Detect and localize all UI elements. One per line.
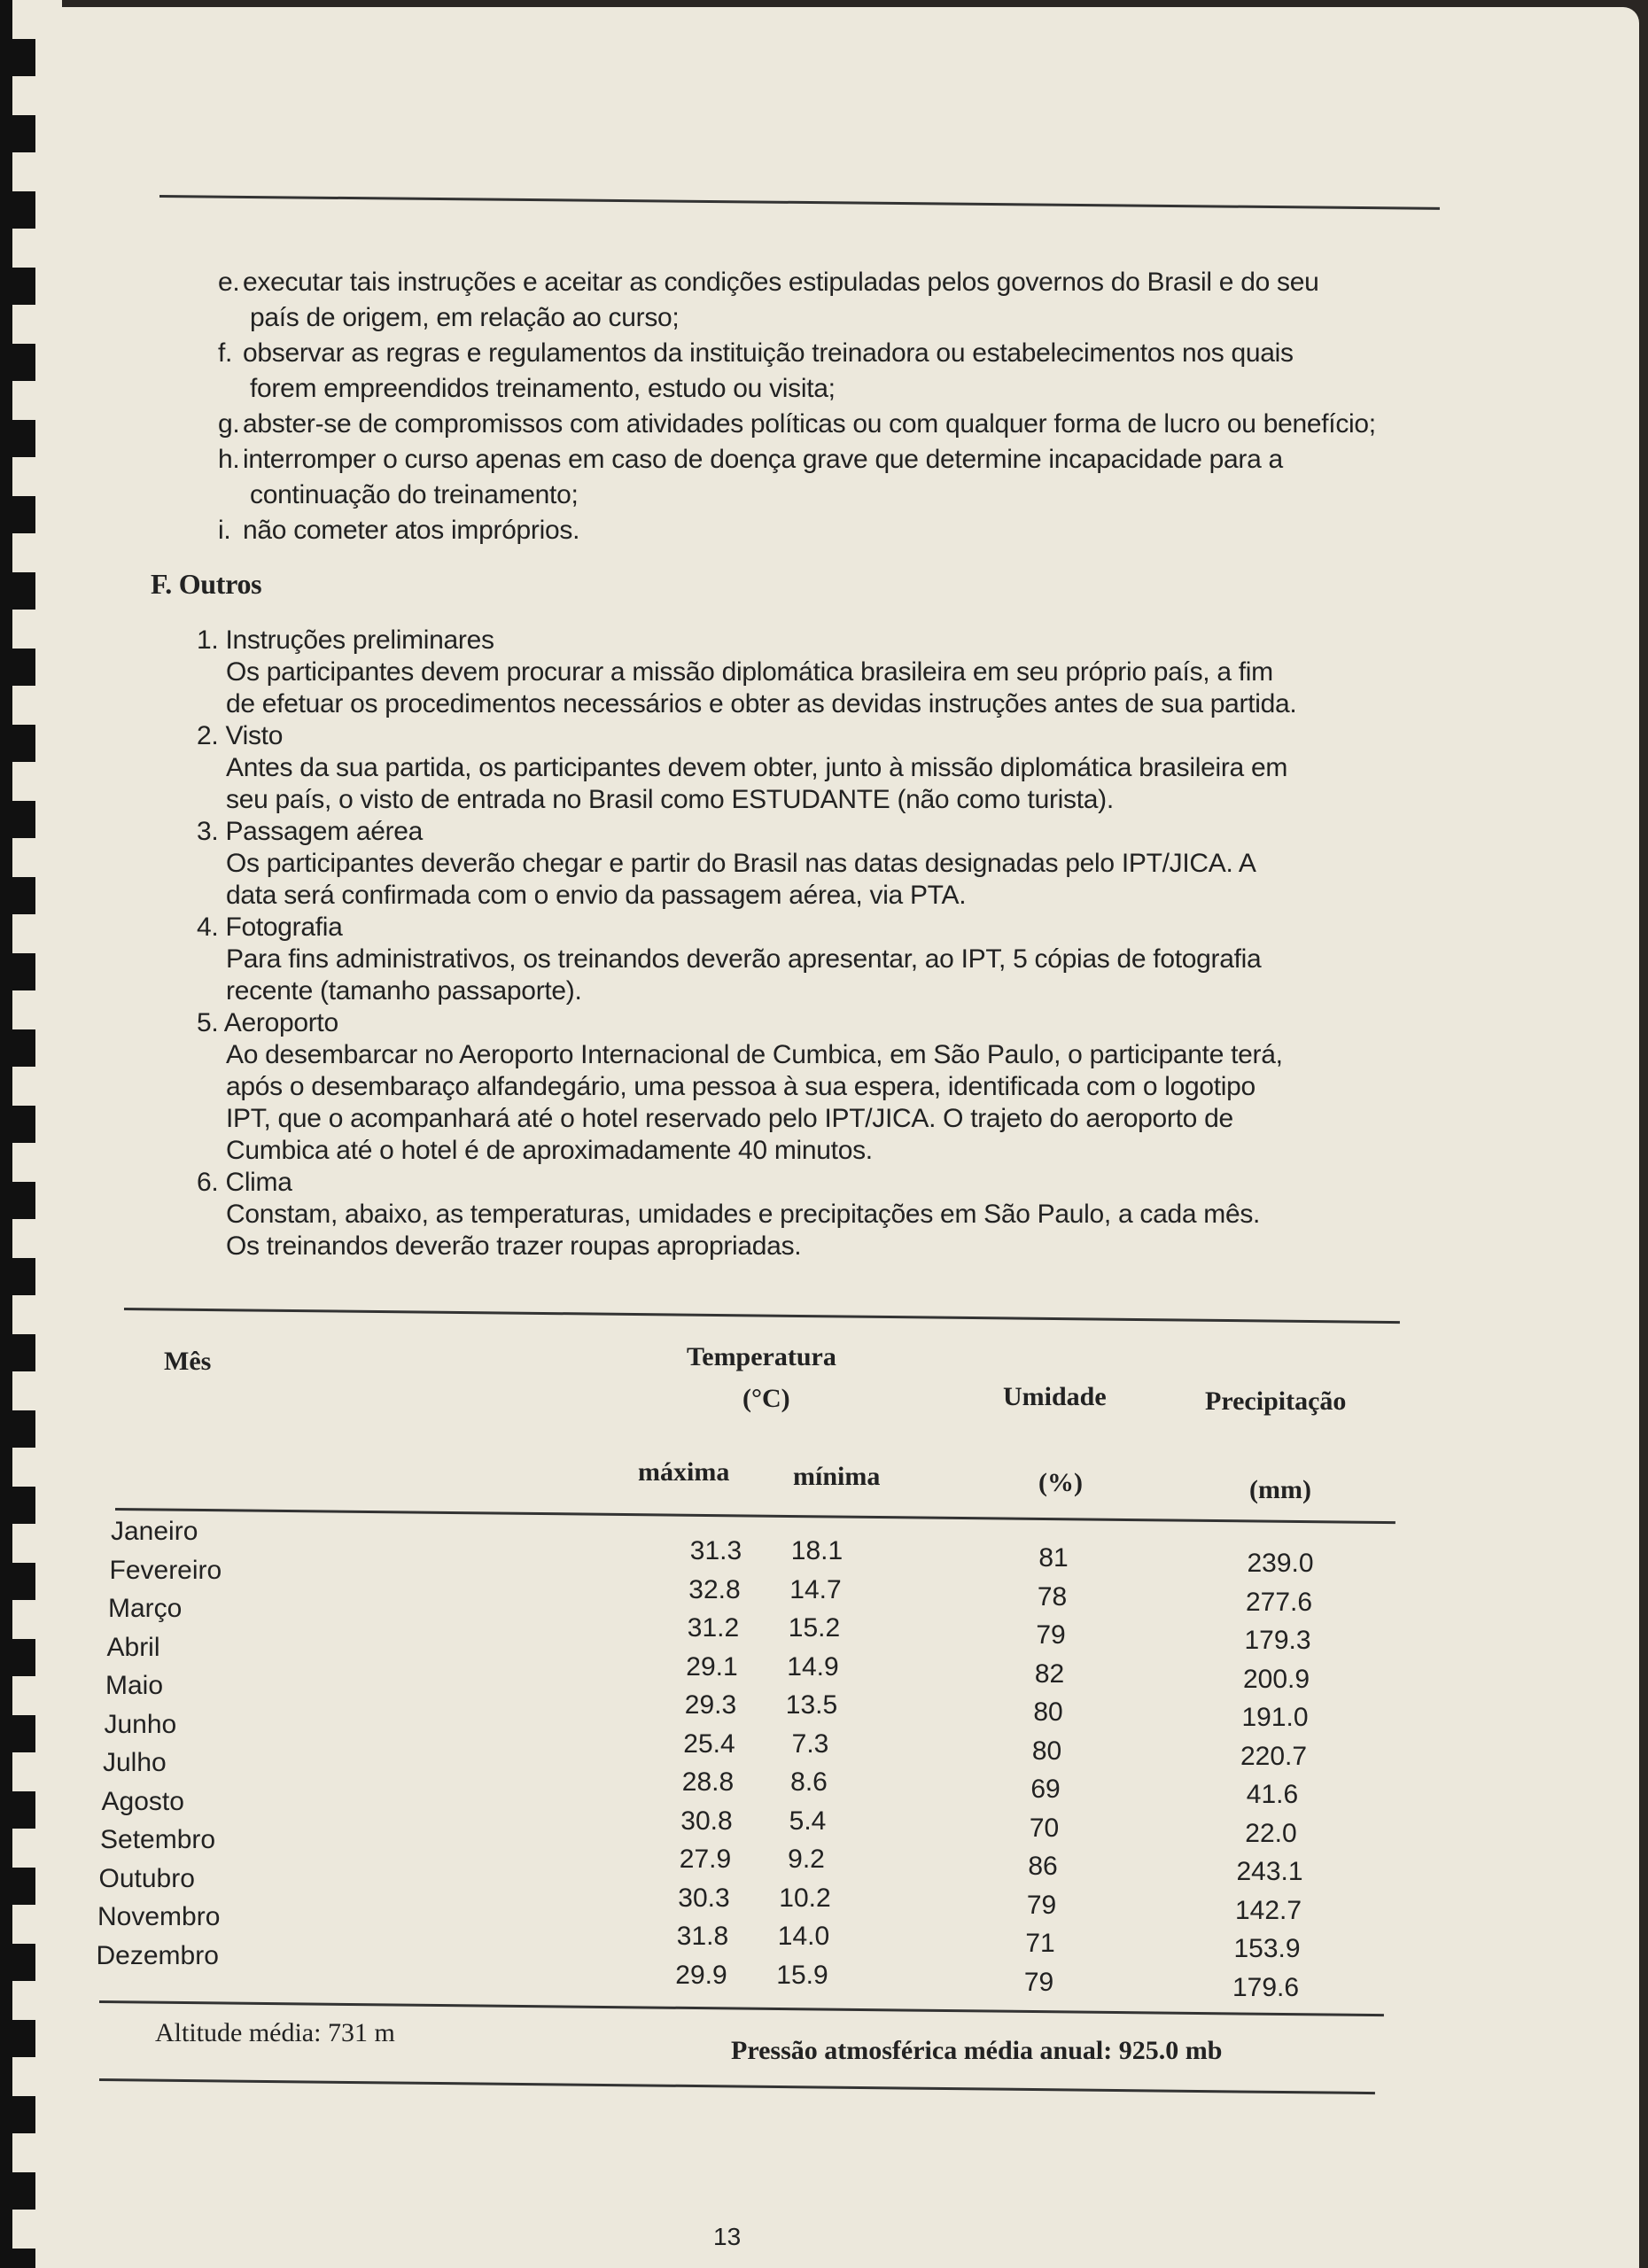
cell-prec: 191.0 xyxy=(1241,1703,1309,1732)
header-humidity-unit: (%) xyxy=(1038,1468,1083,1497)
cell-month: Novembro xyxy=(97,1902,221,1931)
cell-min: 18.1 xyxy=(790,1536,843,1565)
cell-max: 29.1 xyxy=(686,1651,738,1682)
cell-max: 29.9 xyxy=(675,1960,727,1990)
cell-hum: 86 xyxy=(1028,1852,1058,1881)
list-item-text: forem empreendidos treinamento, estudo ou visita; xyxy=(250,374,836,403)
subsection-title: 5. Aeroporto xyxy=(197,1008,338,1037)
list-marker: f. xyxy=(218,338,233,368)
pressure-note: Pressão atmosférica média anual: 925.0 mb xyxy=(731,2036,1223,2065)
cell-month: Junho xyxy=(104,1709,177,1739)
list-item-text: país de origem, em relação ao curso; xyxy=(250,303,680,332)
cell-month: Julho xyxy=(103,1748,167,1777)
subsection-title: 6. Clima xyxy=(197,1168,292,1197)
cell-prec: 200.9 xyxy=(1242,1664,1310,1694)
cell-max: 31.3 xyxy=(689,1536,742,1565)
cell-hum: 82 xyxy=(1034,1658,1065,1689)
cell-min: 15.2 xyxy=(788,1613,841,1643)
cell-prec: 142.7 xyxy=(1234,1895,1302,1925)
cell-prec: 41.6 xyxy=(1246,1780,1299,1809)
altitude-note: Altitude média: 731 m xyxy=(155,2018,395,2047)
paragraph-line: Cumbica até o hotel é de aproximadamente 40 minutos. xyxy=(226,1136,873,1165)
cell-prec: 153.9 xyxy=(1233,1934,1301,1963)
paragraph-line: IPT, que o acompanhará até o hotel reservado pelo IPT/JICA. O trajeto do aeroporto de xyxy=(226,1104,1233,1133)
cell-max: 25.4 xyxy=(683,1728,735,1759)
subsection-title: 3. Passagem aérea xyxy=(197,817,424,846)
paragraph-line: Os treinandos deverão trazer roupas apropriadas. xyxy=(226,1231,802,1261)
paragraph-line: Para fins administrativos, os treinandos deverão apresentar, ao IPT, 5 cópias de fotografia xyxy=(226,944,1262,974)
cell-min: 8.6 xyxy=(790,1767,828,1797)
cell-min: 10.2 xyxy=(779,1883,831,1913)
cell-hum: 80 xyxy=(1033,1697,1063,1727)
cell-min: 13.5 xyxy=(785,1690,838,1720)
cell-month: Setembro xyxy=(100,1825,216,1854)
cell-hum: 80 xyxy=(1031,1736,1062,1766)
cell-max: 28.8 xyxy=(681,1767,735,1797)
cell-max: 31.8 xyxy=(676,1922,729,1951)
subsection-title: 4. Fotografia xyxy=(197,913,343,942)
header-min: mínima xyxy=(793,1462,881,1491)
cell-hum: 78 xyxy=(1037,1581,1068,1612)
header-humidity: Umidade xyxy=(1003,1382,1107,1411)
list-marker: e. xyxy=(218,268,240,297)
page-number: 13 xyxy=(713,2223,742,2250)
cell-min: 15.9 xyxy=(776,1960,828,1990)
cell-prec: 277.6 xyxy=(1245,1587,1313,1617)
cell-max: 30.8 xyxy=(680,1806,733,1836)
header-temperature: Temperatura xyxy=(687,1342,836,1371)
list-item-text: executar tais instruções e aceitar as condições estipuladas pelos governos do Brasil e do seu xyxy=(243,268,1319,297)
list-item-text: não cometer atos impróprios. xyxy=(243,516,580,545)
list-marker: h. xyxy=(218,445,240,474)
cell-month: Janeiro xyxy=(111,1517,198,1546)
header-month: Mês xyxy=(164,1347,212,1376)
cell-month: Dezembro xyxy=(96,1940,219,1970)
cell-min: 9.2 xyxy=(788,1845,825,1874)
cell-hum: 69 xyxy=(1030,1775,1061,1804)
cell-month: Maio xyxy=(105,1671,164,1700)
cell-prec: 22.0 xyxy=(1245,1818,1297,1848)
cell-month: Fevereiro xyxy=(109,1555,222,1585)
cell-hum: 79 xyxy=(1036,1620,1066,1650)
cell-max: 29.3 xyxy=(684,1690,737,1720)
cell-min: 7.3 xyxy=(791,1728,829,1759)
list-marker: i. xyxy=(218,516,231,545)
cell-month: Agosto xyxy=(101,1786,184,1816)
header-precip-unit: (mm) xyxy=(1249,1475,1311,1504)
header-temperature-unit: (°C) xyxy=(742,1384,790,1413)
cell-month: Abril xyxy=(106,1632,160,1662)
cell-hum: 70 xyxy=(1029,1813,1060,1843)
cell-prec: 239.0 xyxy=(1247,1549,1314,1578)
cell-hum: 79 xyxy=(1026,1890,1057,1920)
list-item-text: observar as regras e regulamentos da instituição treinadora ou estabelecimentos nos quais xyxy=(243,338,1294,368)
paragraph-line: Os participantes deverão chegar e partir do Brasil nas datas designadas pelo IPT/JICA. A xyxy=(226,849,1256,878)
cell-month: Outubro xyxy=(98,1863,195,1893)
cell-max: 30.3 xyxy=(678,1883,730,1913)
cell-hum: 81 xyxy=(1038,1543,1069,1573)
cell-max: 32.8 xyxy=(688,1574,741,1604)
cell-min: 14.9 xyxy=(787,1651,839,1682)
cell-prec: 179.3 xyxy=(1244,1626,1311,1655)
subsection-title: 1. Instruções preliminares xyxy=(197,625,494,655)
paragraph-line: Os participantes devem procurar a missão diplomática brasileira em seu próprio país, a fim xyxy=(226,657,1273,687)
section-heading: F. Outros xyxy=(151,568,262,600)
paragraph-line: Antes da sua partida, os participantes devem obter, junto à missão diplomática brasileira em xyxy=(226,753,1288,782)
subsection-title: 2. Visto xyxy=(197,721,284,750)
cell-prec: 179.6 xyxy=(1232,1972,1300,2002)
list-item-text: continuação do treinamento; xyxy=(250,480,579,509)
paragraph-line: após o desembaraço alfandegário, uma pessoa à sua espera, identificada com o logotipo xyxy=(226,1072,1255,1101)
list-item-text: abster-se de compromissos com atividades políticas ou com qualquer forma de lucro ou benefício; xyxy=(243,409,1376,439)
cell-prec: 243.1 xyxy=(1236,1857,1303,1886)
cell-min: 14.7 xyxy=(789,1574,842,1604)
list-marker: g. xyxy=(218,409,240,439)
paragraph-line: seu país, o visto de entrada no Brasil como ESTUDANTE (não como turista). xyxy=(226,785,1114,814)
cell-max: 27.9 xyxy=(679,1845,732,1874)
cell-prec: 220.7 xyxy=(1240,1741,1308,1771)
cell-hum: 79 xyxy=(1023,1967,1054,1997)
cell-min: 5.4 xyxy=(789,1806,827,1836)
cell-hum: 71 xyxy=(1025,1929,1055,1958)
paragraph-line: Ao desembarcar no Aeroporto Internacional de Cumbica, em São Paulo, o participante terá, xyxy=(226,1040,1283,1069)
paragraph-line: data será confirmada com o envio da passagem aérea, via PTA. xyxy=(226,881,967,910)
cell-min: 14.0 xyxy=(777,1922,830,1951)
header-precipitation: Precipitação xyxy=(1205,1386,1347,1416)
list-item-text: interromper o curso apenas em caso de doença grave que determine incapacidade para a xyxy=(243,445,1283,474)
paragraph-line: Constam, abaixo, as temperaturas, umidades e precipitações em São Paulo, a cada mês. xyxy=(226,1200,1261,1229)
cell-month: Março xyxy=(108,1594,183,1623)
paragraph-line: recente (tamanho passaporte). xyxy=(226,976,582,1006)
cell-max: 31.2 xyxy=(687,1613,740,1643)
header-max: máxima xyxy=(638,1457,730,1487)
paragraph-line: de efetuar os procedimentos necessários e obter as devidas instruções antes de sua partida. xyxy=(226,689,1297,718)
